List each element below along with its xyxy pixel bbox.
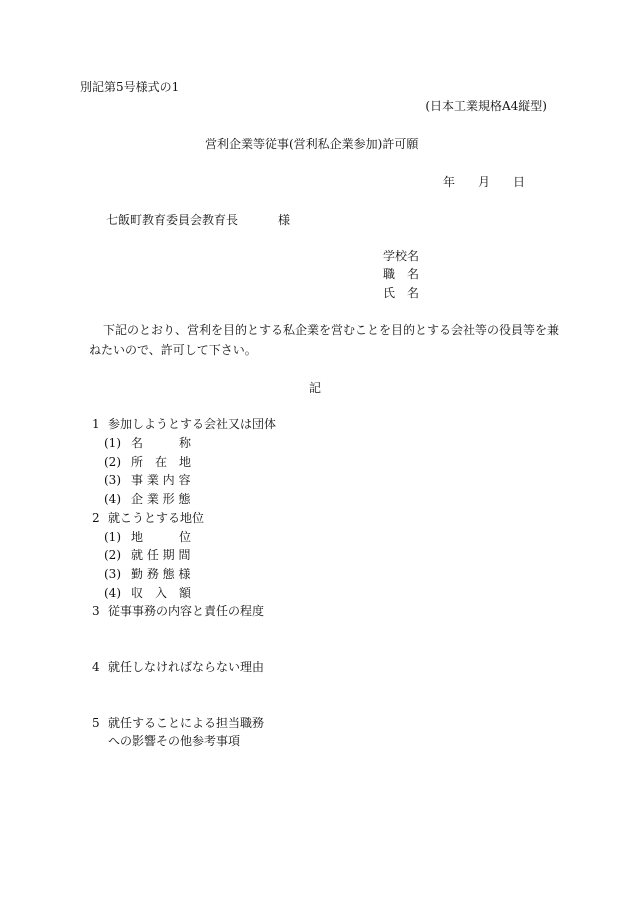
item-4-number: 4: [92, 660, 100, 674]
paper-size-note: (日本工業規格A4縦型): [425, 99, 547, 113]
item-1-sub-2-number: (2): [104, 455, 121, 469]
item-1-sub-4-number: (4): [104, 492, 121, 506]
item-1-sub-1-label: 名 称: [131, 436, 192, 450]
position-label: 職 名: [383, 267, 420, 281]
item-2-sub-4-number: (4): [104, 586, 121, 600]
item-1-label: 参加しようとする会社又は団体: [108, 417, 277, 431]
addressee-honorific: 様: [278, 213, 291, 227]
addressee-name: 七飯町教育委員会教育長: [106, 213, 239, 227]
page-title: 営利企業等従事(営利私企業参加)許可願: [205, 137, 419, 151]
form-id: 別記第5号様式の1: [80, 80, 180, 94]
date-year: 年: [443, 175, 456, 189]
item-5-label-line2: への影響その他参考事項: [108, 734, 241, 748]
item-1-sub-2-label: 所 在 地: [131, 455, 192, 469]
item-2-sub-1-number: (1): [104, 530, 121, 544]
request-text-line2: ねたいので、許可して下さい。: [89, 343, 257, 357]
item-5-number: 5: [92, 716, 100, 730]
ki-heading: 記: [309, 381, 322, 395]
item-1-number: 1: [92, 417, 100, 431]
request-text-line1: 下記のとおり、営利を目的とする私企業を営むことを目的とする会社等の役員等を兼: [103, 323, 560, 337]
item-1-sub-1-number: (1): [104, 436, 121, 450]
name-label: 氏 名: [383, 286, 420, 300]
item-2-sub-4-label: 収 入 額: [131, 586, 192, 600]
item-2-label: 就こうとする地位: [108, 511, 205, 525]
date-day: 日: [513, 175, 526, 189]
item-2-sub-2-number: (2): [104, 548, 121, 562]
item-2-sub-1-label: 地 位: [131, 530, 192, 544]
item-3-label: 従事事務の内容と責任の程度: [108, 604, 265, 618]
item-1-sub-3-number: (3): [104, 473, 121, 487]
item-3-number: 3: [92, 604, 100, 618]
school-label: 学校名: [383, 249, 420, 263]
item-4-label: 就任しなければならない理由: [108, 660, 265, 674]
item-1-sub-3-label: 事 業 内 容: [131, 473, 191, 487]
date-month: 月: [478, 175, 491, 189]
item-2-sub-3-label: 勤 務 態 様: [131, 567, 191, 581]
item-5-label: 就任することによる担当職務: [108, 716, 265, 730]
item-2-number: 2: [92, 511, 100, 525]
item-2-sub-3-number: (3): [104, 567, 121, 581]
item-1-sub-4-label: 企 業 形 態: [131, 492, 191, 506]
item-2-sub-2-label: 就 任 期 間: [131, 548, 191, 562]
